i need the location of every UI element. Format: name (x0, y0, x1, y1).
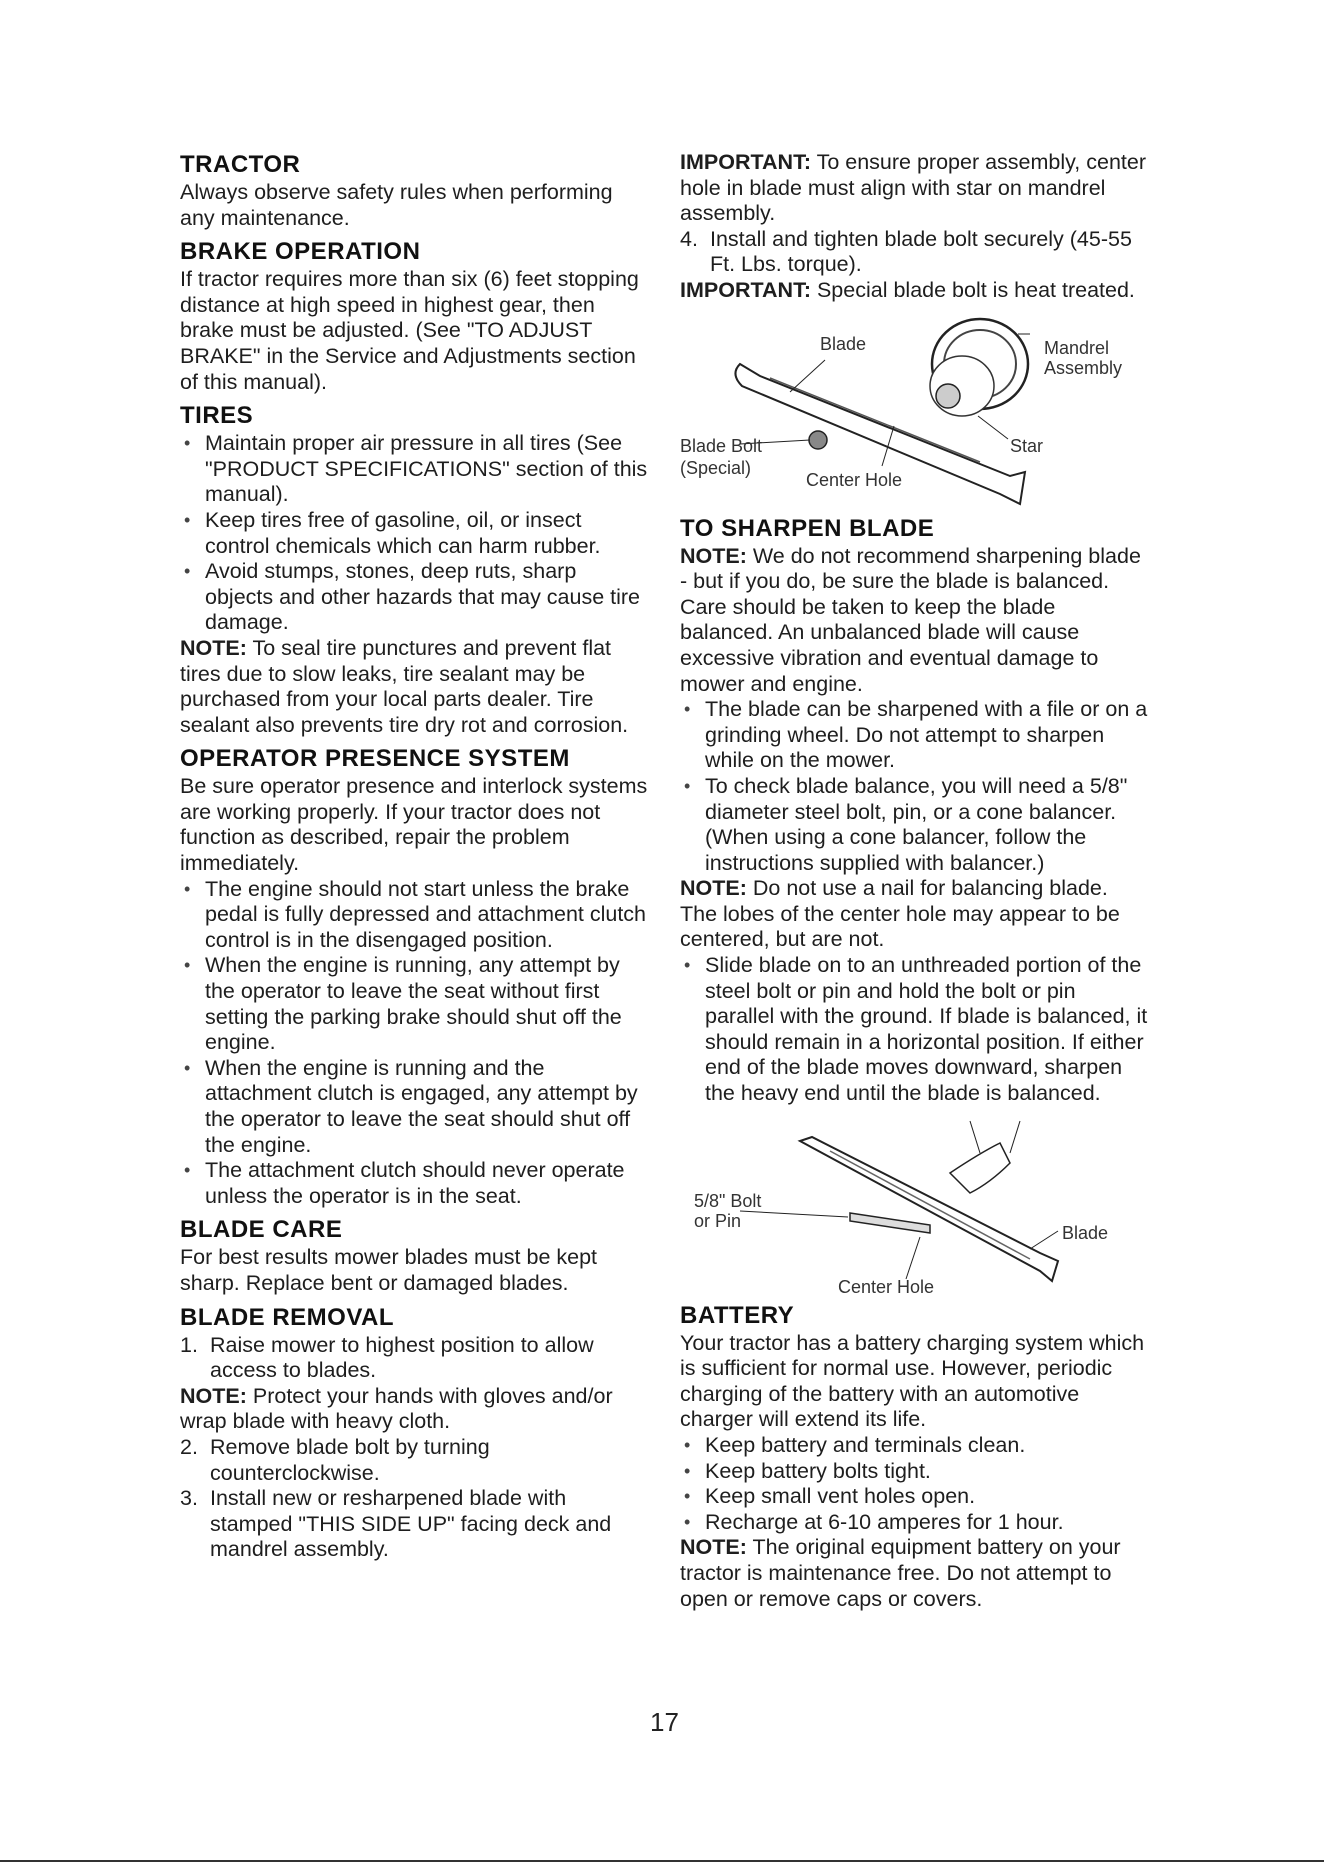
sharpen-list2 (680, 953, 1150, 1107)
bottom-rule (0, 1860, 1324, 1862)
operator-list (180, 877, 650, 1210)
step-text: Raise mower to highest position to allow access to blades. (210, 1332, 594, 1383)
section-battery (680, 1301, 1150, 1613)
sharpen-text: Care should be taken to keep the blade balanced. An unbalanced blade will cause excessive vibration and eventual damage to mower and engine. (680, 594, 1099, 696)
list-item: • Keep battery and terminals clean. (680, 1433, 1150, 1459)
section-brake-operation (180, 237, 650, 395)
battery-list (680, 1433, 1150, 1535)
heading-sharpen-blade: TO SHARPEN BLADE (680, 514, 935, 542)
list-item: • The engine should not start unless the brake pedal is fully depressed and attachment clutch control is in the disengaged position. (180, 877, 650, 954)
list-item: • When the engine is running and the attachment clutch is engaged, any attempt by the operator to leave the seat should shut off the engine. (180, 1056, 650, 1158)
list-item: • Recharge at 6-10 amperes for 1 hour. (680, 1510, 1150, 1536)
sharpen-note1 (680, 544, 1150, 595)
list-item: • Avoid stumps, stones, deep ruts, sharp objects and other hazards that may cause tire damage. (180, 559, 650, 636)
step-number: 1. (180, 1332, 198, 1357)
battery-text: Your tractor has a battery charging system which is sufficient for normal use. However, periodic charging of the battery with an automotive charger will extend its life. (680, 1330, 1145, 1432)
heading-brake-operation: BRAKE OPERATION (180, 238, 421, 266)
section-blade-care (180, 1215, 650, 1296)
step-text: Install new or resharpened blade with stamped "THIS SIDE UP" facing deck and mandrel assembly. (210, 1486, 612, 1562)
heading-tires: TIRES (180, 402, 254, 430)
heading-operator-presence: OPERATOR PRESENCE SYSTEM (180, 745, 570, 773)
label-special: (Special) (680, 457, 752, 478)
list-item: • Slide blade on to an unthreaded portion of the steel bolt or pin and hold the bolt or pin parallel with the ground. If blade is balanced, it should remain in a horizontal position. If either end of the blade moves downward, sharpen the heavy end until the blade is balanced. (680, 953, 1150, 1107)
note-label: NOTE: (680, 543, 747, 568)
operator-text: Be sure operator presence and interlock systems are working properly. If your tractor does not function as described, repair the problem immediately. (180, 774, 648, 876)
list-item: • Maintain proper air pressure in all tires (See "PRODUCT SPECIFICATIONS" section of this manual). (180, 431, 650, 508)
heading-blade-care: BLADE CARE (180, 1216, 343, 1244)
step-item (680, 227, 1150, 278)
step-number: 4. (680, 226, 698, 251)
heading-tractor: TRACTOR (180, 151, 301, 178)
tractor-text: Always observe safety rules when performing any maintenance. (180, 180, 613, 230)
note-label: NOTE: (680, 876, 747, 901)
label-blade: Blade (820, 333, 867, 354)
label-center-hole: Center Hole (806, 469, 903, 490)
important-text: Special blade bolt is heat treated. (816, 277, 1135, 302)
label-assembly: Assembly (1044, 357, 1123, 378)
list-item: • When the engine is running, any attempt by the operator to leave the seat without first setting the parking brake should shut off the engine. (180, 953, 650, 1055)
important-text: To ensure proper assembly, center hole in blade must align with star on mandrel assembly. (680, 150, 1147, 226)
sharpen-note2 (680, 876, 1150, 953)
important-alignment (680, 150, 1150, 227)
step-number: 2. (180, 1434, 198, 1459)
list-item: • The attachment clutch should never operate unless the operator is in the seat. (180, 1158, 650, 1209)
tires-note (180, 636, 650, 738)
step-text: Remove blade bolt by turning counterclockwise. (210, 1434, 490, 1485)
right-column (680, 150, 1150, 1618)
sharpen-list (680, 697, 1150, 876)
label-blade-bolt: Blade Bolt (680, 435, 763, 456)
heading-battery: BATTERY (680, 1301, 795, 1329)
note-label: NOTE: (180, 1383, 247, 1408)
section-sharpen-blade (680, 514, 1150, 1107)
label-center-hole: Center Hole (838, 1276, 935, 1297)
left-column (180, 150, 650, 1569)
section-blade-removal (180, 1303, 650, 1563)
blade-removal-steps-cont (180, 1435, 650, 1563)
important-heat-treated (680, 278, 1150, 304)
section-operator-presence (180, 744, 650, 1209)
blade-care-text: For best results mower blades must be kept sharp. Replace bent or damaged blades. (180, 1245, 598, 1295)
note-text: The original equipment battery on your tractor is maintenance free. Do not attempt to open or remove caps or covers. (680, 1535, 1121, 1611)
label-blade: Blade (1062, 1222, 1109, 1243)
list-item: • Keep tires free of gasoline, oil, or insect control chemicals which can harm rubber. (180, 508, 650, 559)
note-text: We do not recommend sharpening blade - but if you do, be sure the blade is balanced. (680, 543, 1141, 594)
blade-removal-steps (180, 1333, 650, 1384)
section-tires (180, 401, 650, 738)
note-label: NOTE: (180, 635, 247, 660)
figure-blade-balance (680, 1113, 1150, 1301)
label-star: Star (1010, 435, 1044, 456)
list-item: • Keep small vent holes open. (680, 1484, 1150, 1510)
label-or-pin: or Pin (694, 1210, 742, 1231)
figure-blade-mandrel (680, 304, 1150, 514)
step-text: Install and tighten blade bolt securely (45-55 Ft. Lbs. torque). (710, 226, 1132, 277)
note-text: Protect your hands with gloves and/or wrap blade with heavy cloth. (180, 1383, 613, 1434)
battery-note (680, 1535, 1150, 1612)
heading-blade-removal: BLADE REMOVAL (180, 1303, 395, 1331)
important-label: IMPORTANT: (680, 277, 811, 302)
note-label: NOTE: (680, 1535, 747, 1560)
important-label: IMPORTANT: (680, 150, 811, 174)
label-bolt: 5/8" Bolt (694, 1190, 762, 1211)
note-text: To seal tire punctures and prevent flat tires due to slow leaks, tire sealant may be purchased from your local parts dealer. Tire sealant also prevents tire dry rot and corrosion. (180, 635, 629, 737)
step-item (180, 1486, 650, 1563)
list-item: • To check blade balance, you will need a 5/8" diameter steel bolt, pin, or a cone balancer. (When using a cone balancer, follow the instructions supplied with balancer.) (680, 774, 1150, 876)
blade-removal-steps-cont2 (680, 227, 1150, 278)
step-item (180, 1435, 650, 1486)
blade-mandrel-illustration (680, 304, 1150, 514)
label-mandrel: Mandrel (1044, 337, 1110, 358)
list-item: • The blade can be sharpened with a file or on a grinding wheel. Do not attempt to sharpen while on the mower. (680, 697, 1150, 774)
brake-text: If tractor requires more than six (6) feet stopping distance at high speed in highest gear, then brake must be adjusted. (See "TO ADJUST BRAKE" in the Service and Adjustments section of this manual). (180, 267, 639, 394)
section-tractor (180, 150, 650, 231)
page-number: 17 (650, 1707, 679, 1737)
blade-removal-note (180, 1384, 650, 1435)
step-number: 3. (180, 1486, 198, 1511)
step-item (180, 1333, 650, 1384)
note-text: Do not use a nail for balancing blade. The lobes of the center hole may appear to be centered, but are not. (680, 876, 1120, 952)
list-item: • Keep battery bolts tight. (680, 1459, 1150, 1485)
tires-list (180, 431, 650, 636)
